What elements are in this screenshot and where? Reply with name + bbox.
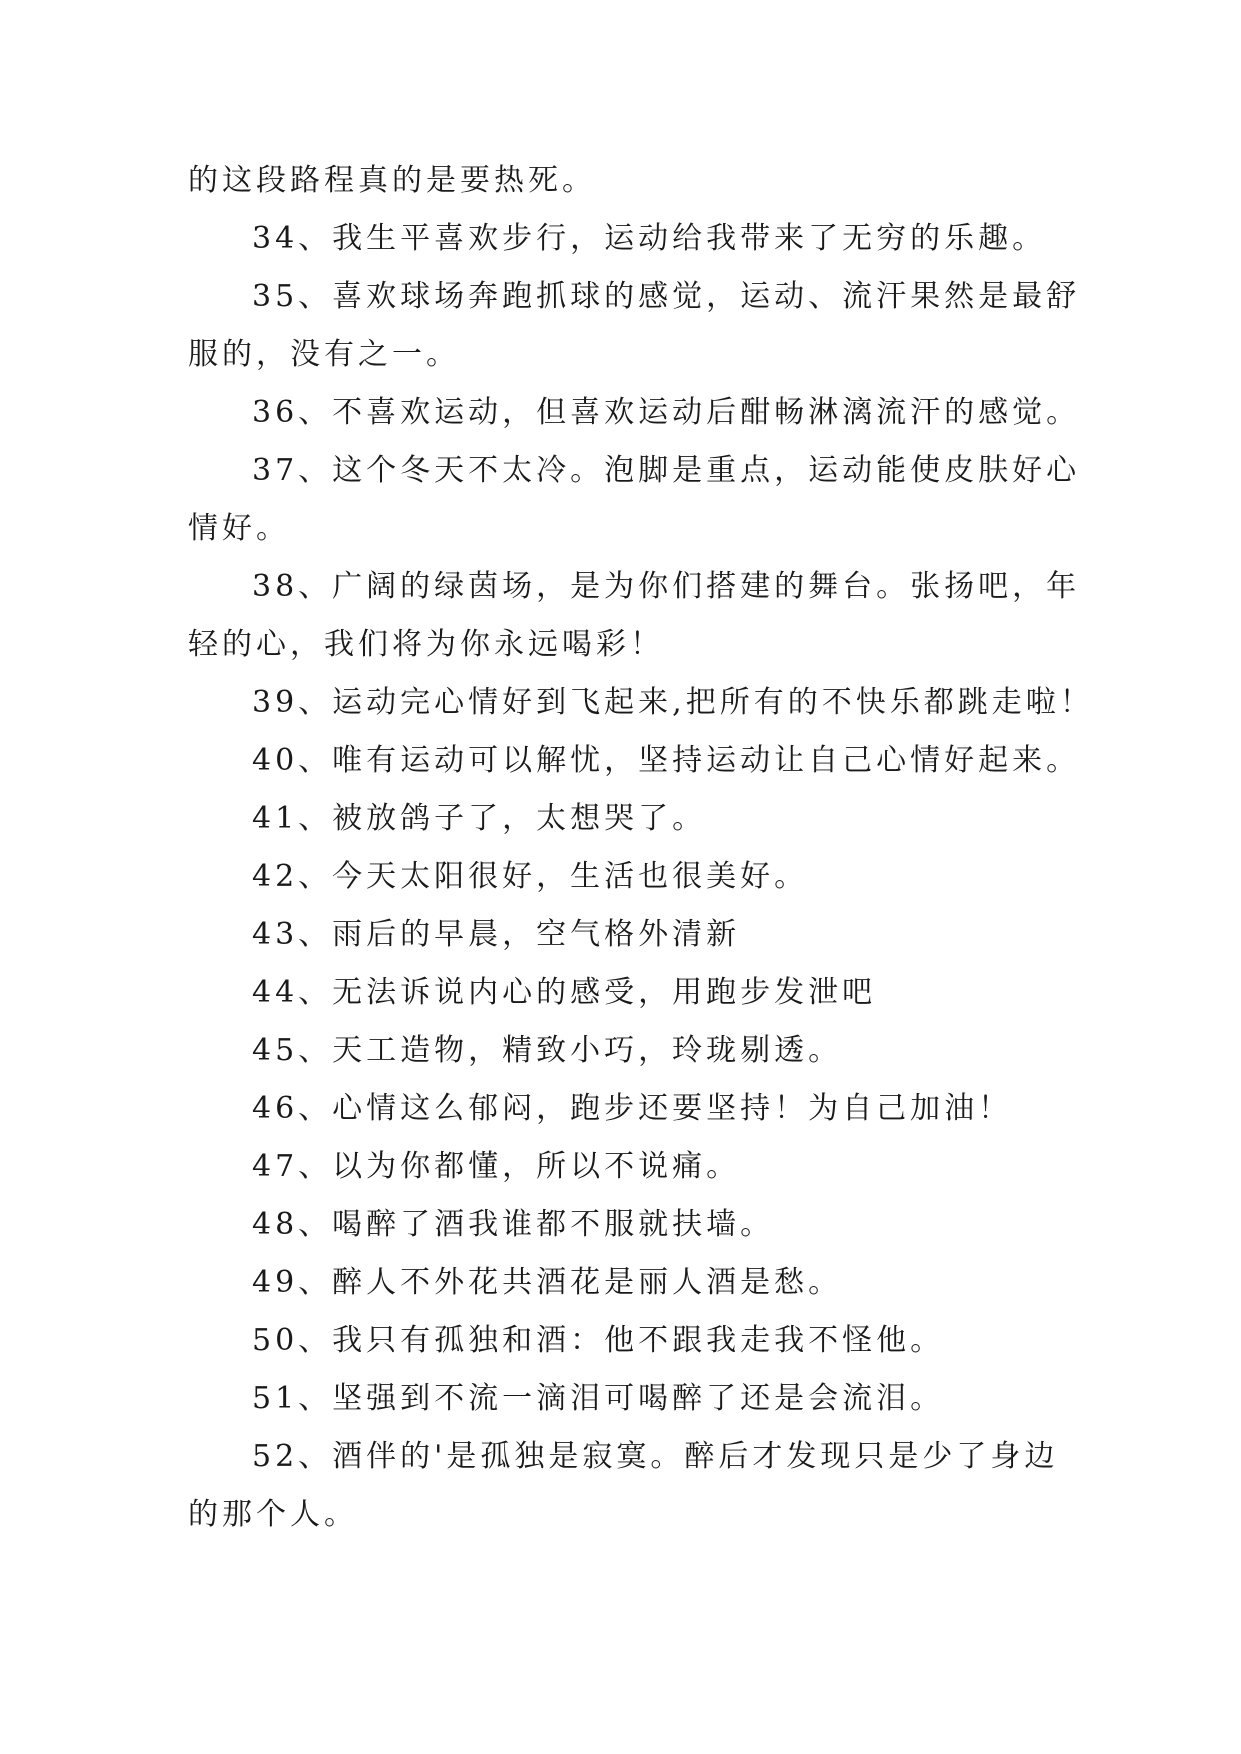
text-line-continuation: 的这段路程真的是要热死。 <box>188 163 596 198</box>
text-line-item-38: 38、广阔的绿茵场，是为你们搭建的舞台。张扬吧，年 <box>252 569 1081 604</box>
text-line-item-49: 49、醉人不外花共酒花是丽人酒是愁。 <box>252 1265 843 1300</box>
text-line-item-44: 44、无法诉说内心的感受，用跑步发泄吧 <box>252 975 877 1010</box>
text-line-item-43: 43、雨后的早晨，空气格外清新 <box>252 917 741 952</box>
text-line-item-46: 46、心情这么郁闷，跑步还要坚持！为自己加油！ <box>252 1091 1013 1126</box>
text-line-item-47: 47、以为你都懂，所以不说痛。 <box>252 1149 741 1184</box>
text-line-item-35-cont: 服的，没有之一。 <box>188 337 460 372</box>
text-line-item-45: 45、天工造物，精致小巧，玲珑剔透。 <box>252 1033 843 1068</box>
text-line-item-50: 50、我只有孤独和酒：他不跟我走我不怪他。 <box>252 1323 945 1358</box>
text-line-item-51: 51、坚强到不流一滴泪可喝醉了还是会流泪。 <box>252 1381 945 1416</box>
text-line-item-52: 52、酒伴的'是孤独是寂寞。醉后才发现只是少了身边 <box>252 1439 1059 1474</box>
text-line-item-42: 42、今天太阳很好，生活也很美好。 <box>252 859 809 894</box>
text-line-item-35: 35、喜欢球场奔跑抓球的感觉，运动、流汗果然是最舒 <box>252 279 1081 314</box>
text-line-item-39: 39、运动完心情好到飞起来,把所有的不快乐都跳走啦！ <box>252 685 1094 720</box>
text-line-item-41: 41、被放鸽子了，太想哭了。 <box>252 801 707 836</box>
text-line-item-48: 48、喝醉了酒我谁都不服就扶墙。 <box>252 1207 775 1242</box>
text-line-item-36: 36、不喜欢运动，但喜欢运动后酣畅淋漓流汗的感觉。 <box>252 395 1081 430</box>
text-line-item-37: 37、这个冬天不太冷。泡脚是重点，运动能使皮肤好心 <box>252 453 1081 488</box>
text-line-item-52-cont: 的那个人。 <box>188 1497 358 1532</box>
text-line-item-40: 40、唯有运动可以解忧，坚持运动让自己心情好起来。 <box>252 743 1081 778</box>
text-line-item-34: 34、我生平喜欢步行，运动给我带来了无穷的乐趣。 <box>252 221 1047 256</box>
text-line-item-38-cont: 轻的心，我们将为你永远喝彩！ <box>188 627 664 662</box>
document-body <box>188 152 1094 1544</box>
text-line-item-37-cont: 情好。 <box>188 511 290 546</box>
